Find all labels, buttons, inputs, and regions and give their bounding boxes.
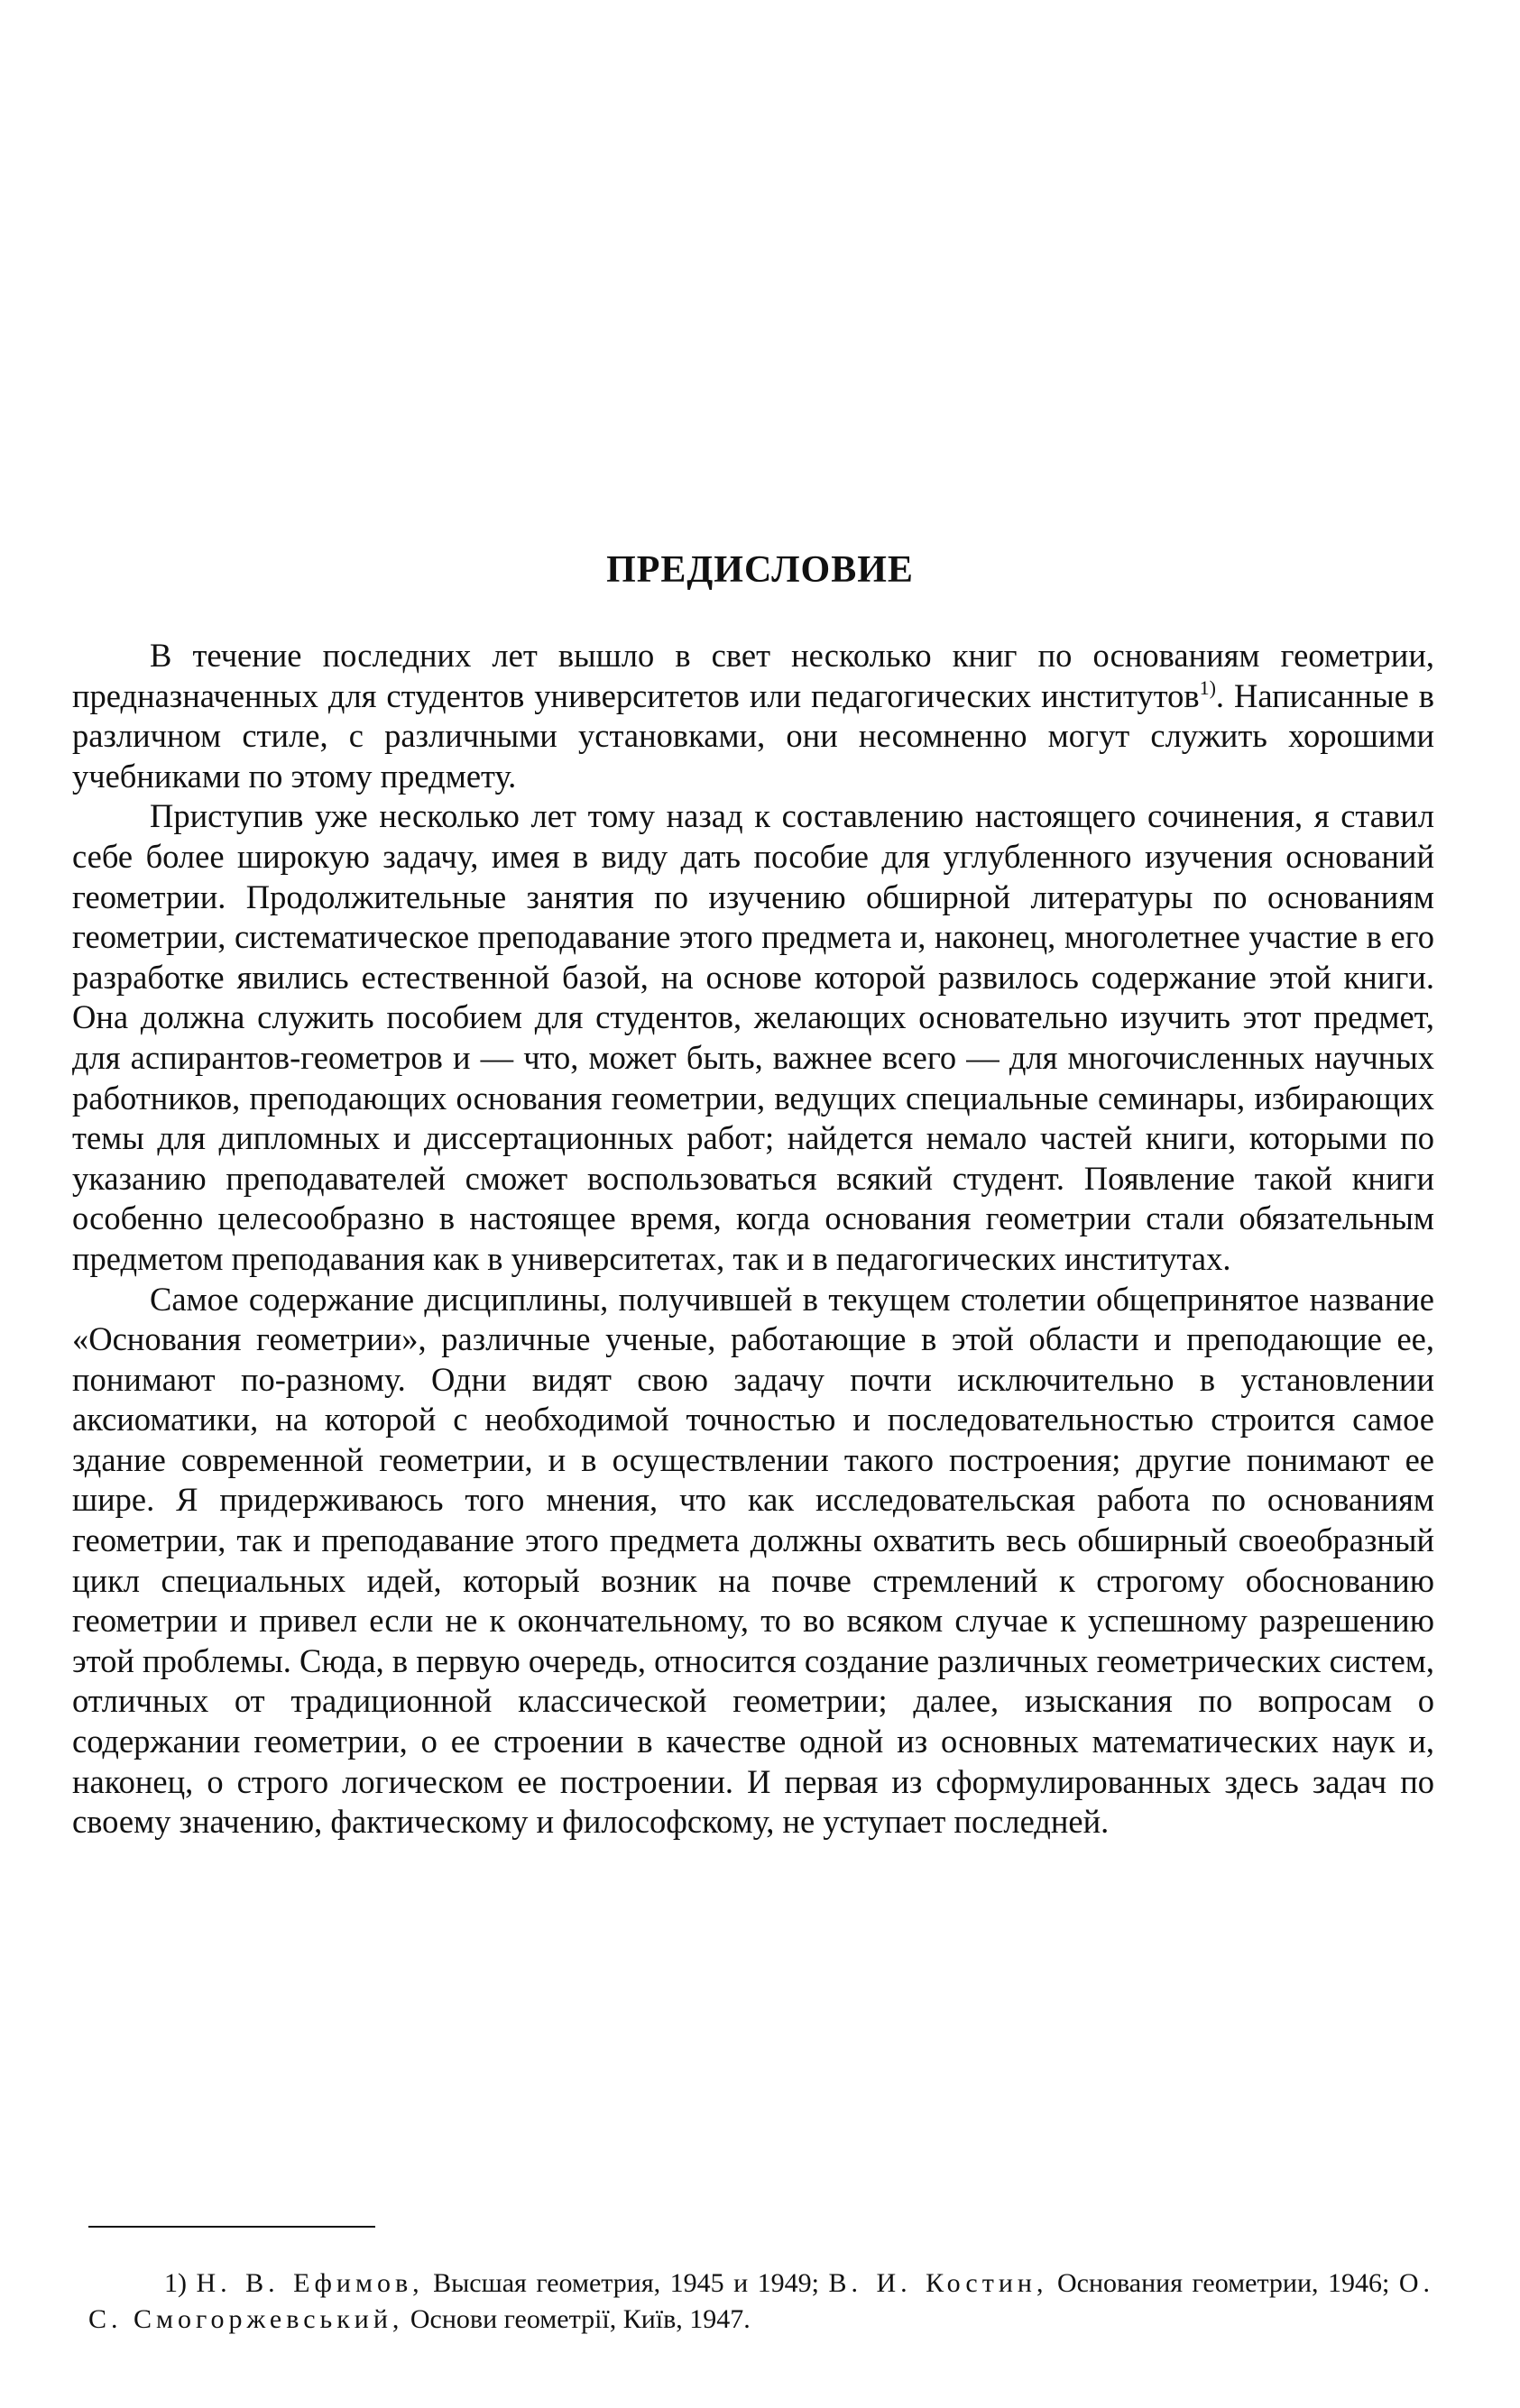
footnote-author-3: О. С. Смогоржевський,: [88, 2268, 1435, 2334]
paragraph-3: Самое содержание дисциплины, получившей в текущем столетии общепринятое название «Основания геометрии», различные ученые, работающие в этой области и преподающие ее, понимают по-разному. Одни видят свою задачу почти исключительно в установлении аксиоматики, на которой с необходимой точностью и последовательностью строится самое здание современной геометрии, и в осуществлении такого построения; другие понимают ее шире. Я придерживаюсь того мнения, что как исследовательская работа по основаниям геометрии, так и преподавание этого предмета должны охватить весь обширный своеобразный цикл специальных идей, который возник на почве стремлений к строгому обоснованию геометрии и привел если не к окончательному, то во всяком случае к успешному разрешению этой проблемы. Сюда, в первую очередь, относится создание различных геометрических систем, отличных от традиционной классической геометрии; далее, изыскания по вопросам о содержании геометрии, о ее строении в качестве одной из основных математических наук и, наконец, о строго логическом ее построении. И первая из сформулированных здесь задач по своему значению, фактическому и философскому, не уступает последней.: [72, 1280, 1434, 1841]
paragraph-2: Приступив уже несколько лет тому назад к составлению настоящего сочинения, я ставил себе более широкую задачу, имея в виду дать пособие для углубленного изучения оснований геометрии. Продолжительные занятия по изучению обширной литературы по основаниям геометрии, систематическое преподавание этого предмета и, наконец, многолетнее участие в его разработке явились естественной базой, на основе которой развилось содержание этой книги. Она должна служить пособием для студентов, желающих основательно изучить этот предмет, для аспирантов-геометров и — что, может быть, важнее всего — для многочисленных научных работников, преподающих основания геометрии, ведущих специальные семинары, избирающих темы для дипломных и диссертационных работ; найдется немало частей книги, которыми по указанию преподавателей сможет воспользоваться всякий студент. Появление такой книги особенно целесообразно в настоящее время, когда основания геометрии стали обязательным предметом преподавания как в университетах, так и в педагогических институтах.: [72, 797, 1434, 1277]
footnote-work-1: Высшая геометрия, 1945 и 1949;: [433, 2268, 819, 2298]
paragraph-1-text-b: . Написанные в различном стиле, с различными установками, они несомненно могут служить хорошими учебниками по этому предмету.: [72, 676, 1435, 795]
body-text: [72, 636, 1434, 1843]
paragraph-1: [72, 636, 1434, 796]
footnote-author-2: В. И. Костин,: [828, 2268, 1048, 2298]
footnote-work-3: Основи геометрії, Київ, 1947.: [410, 2304, 751, 2334]
footnote-author-1: Н. В. Ефимов,: [196, 2268, 424, 2298]
page-title: ПРЕДИСЛОВИЕ: [606, 549, 914, 591]
footnote-reference[interactable]: 1): [1199, 676, 1216, 699]
footnote-marker: 1): [164, 2268, 187, 2298]
footnote: [88, 2266, 1434, 2338]
paragraph-1-text-a: В течение последних лет вышло в свет несколько книг по основаниям геометрии, предназначенных для студентов университетов или педагогических институтов: [72, 637, 1434, 714]
footnote-work-2: Основания геометрии, 1946;: [1056, 2268, 1390, 2298]
footnote-divider: [88, 2226, 375, 2228]
